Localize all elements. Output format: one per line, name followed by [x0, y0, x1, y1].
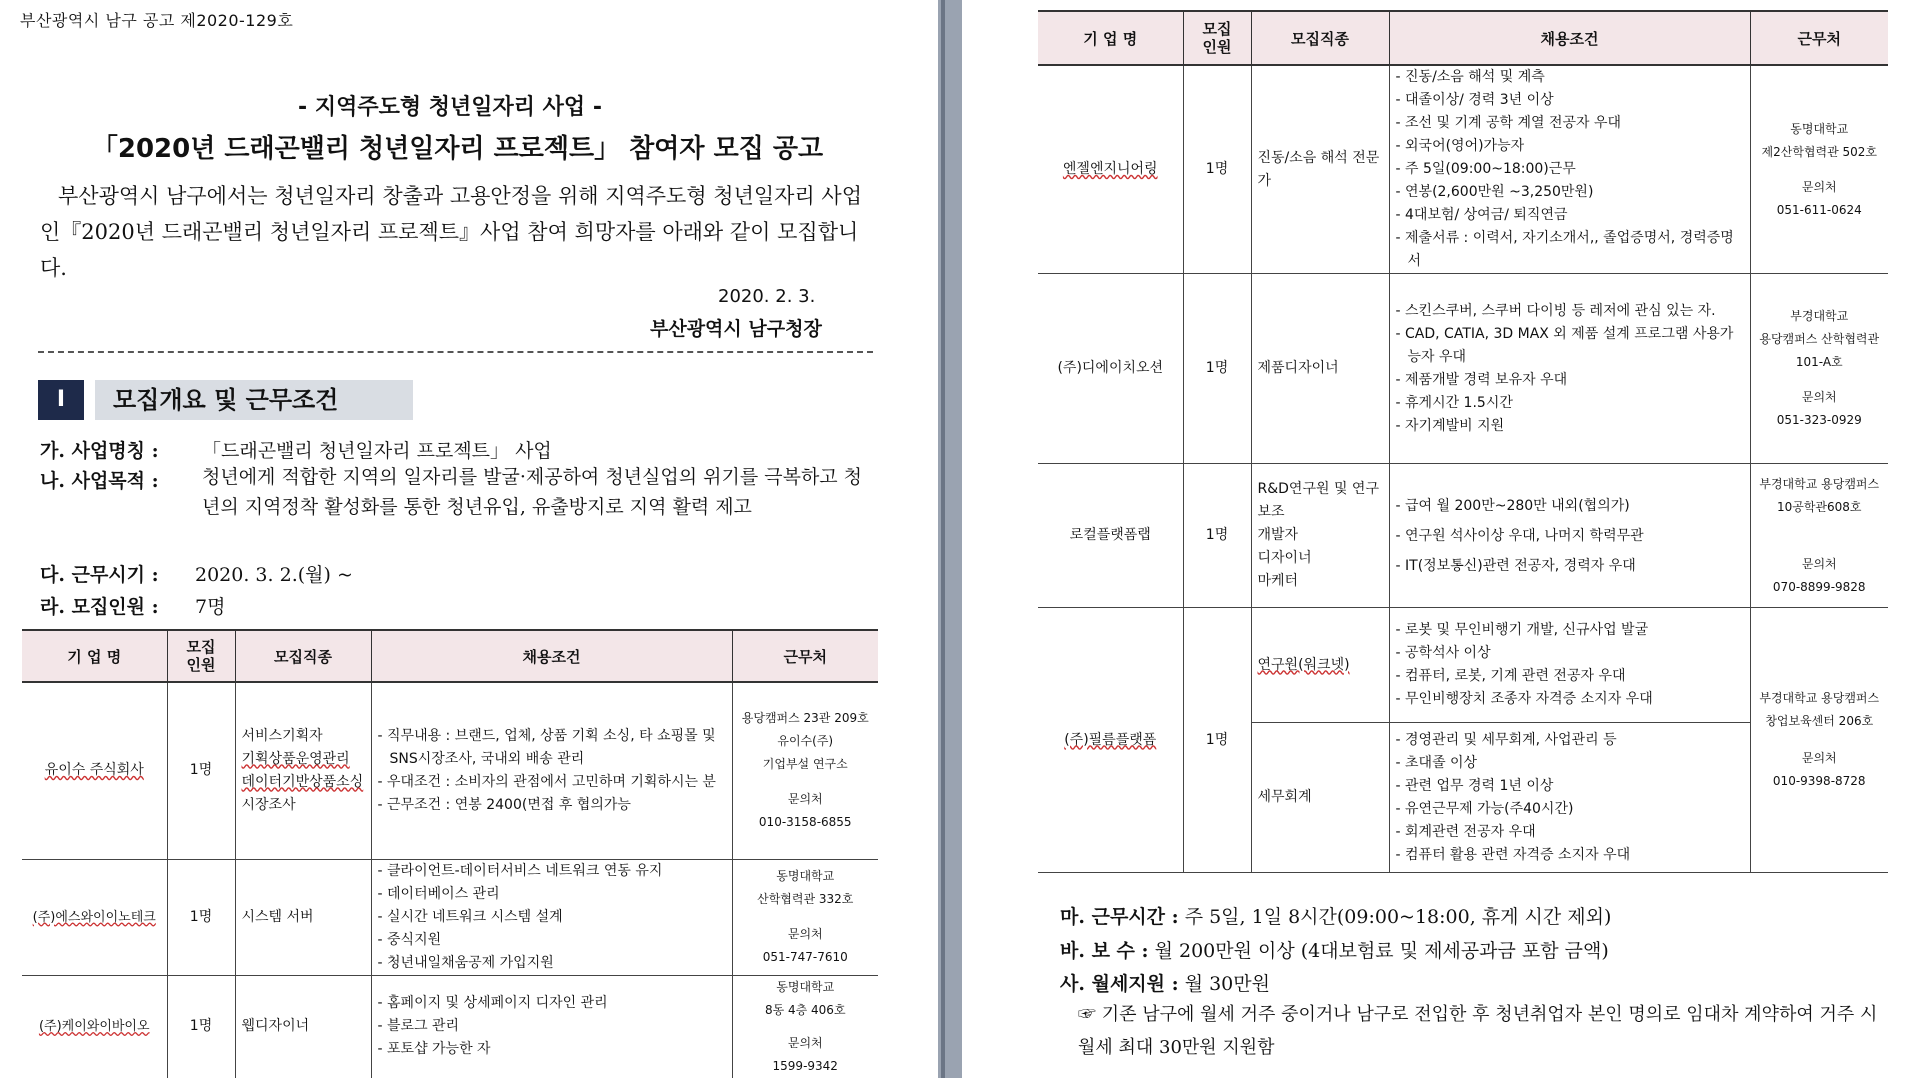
table-row: [22, 682, 878, 859]
hiring-conditions: - 홈페이지 및 상세페이지 디자인 관리 - 블로그 관리 - 포토샵 가능한 자: [371, 975, 732, 1078]
col-header-conditions: 채용조건: [371, 630, 732, 682]
col-header-count: 모집 인원: [167, 630, 235, 682]
info-item: 사. 월세지원 : 월 30만원: [1060, 973, 1270, 995]
hiring-conditions: - 경영관리 및 세무회계, 사업관리 등 - 초대졸 이상 - 관련 업무 경력 1년 이상 - 유연근무제 가능(주40시간) - 회계관련 전공자 우대 - 컴퓨터 활용 관련 자격증 소지자 우대: [1389, 723, 1750, 873]
hire-count: 1명: [1183, 608, 1251, 873]
col-header-role: 모집직종: [1251, 11, 1389, 65]
col-header-role: 모집직종: [235, 630, 371, 682]
col-header-count: 모집 인원: [1183, 11, 1251, 65]
job-roles: 서비스기획자 기획상품운영관리 데이터기반상품소싱 시장조사: [235, 682, 371, 859]
hire-count: 1명: [167, 975, 235, 1078]
col-header-company: 기 업 명: [1038, 11, 1183, 65]
info-item: 다. 근무시기 : 2020. 3. 2.(월) ~: [40, 564, 353, 586]
workplace: 동명대학교 8동 4층 406호 문의처 1599-9342: [732, 975, 878, 1078]
workplace: 동명대학교 제2산학협력관 502호 문의처 051-611-0624: [1750, 65, 1888, 274]
section-title: 모집개요 및 근무조건: [95, 380, 413, 420]
hire-count: 1명: [1183, 464, 1251, 608]
job-roles: 웹디자이너: [235, 975, 371, 1078]
info-item: 마. 근무시간 : 주 5일, 1일 8시간(09:00~18:00, 휴게 시간 제외): [1060, 906, 1612, 928]
job-roles: R&D연구원 및 연구보조 개발자 디자이너 마케터: [1251, 464, 1389, 608]
document-page-right: [962, 0, 1913, 1078]
issuing-organization: 부산광역시 남구청장: [650, 318, 822, 340]
job-roles: 시스템 서버: [235, 859, 371, 975]
rent-support-note: ☞ 기존 남구에 월세 거주 중이거나 남구로 전입한 후 청년취업자 본인 명의로 임대차 계약하여 거주 시 월세 최대 30만원 지원함: [1078, 1004, 1878, 1058]
info-item: 가. 사업명칭 : 「드래곤밸리 청년일자리 프로젝트」 사업: [40, 440, 552, 462]
job-role: 연구원(워크넷): [1251, 608, 1389, 723]
job-roles: 진동/소음 해석 전문가: [1251, 65, 1389, 274]
hiring-conditions: - 진동/소음 해석 및 계측 - 대졸이상/ 경력 3년 이상 - 조선 및 기계 공학 계열 전공자 우대 - 외국어(영어)가능자 - 주 5일(09:00~18:00)근무 - 연봉(2,600만원 ~3,250만원) - 4대보험/ 상여금/ 퇴직연금 - 제출서류 : 이력서, 자기소개서,, 졸업증명서, 경력증명서: [1389, 65, 1750, 274]
hire-count: 1명: [1183, 274, 1251, 464]
document-page-left: [0, 0, 938, 1078]
col-header-workplace: 근무처: [1750, 11, 1888, 65]
info-item: 바. 보 수 : 월 200만원 이상 (4대보험료 및 제세공과금 포함 금액): [1060, 940, 1609, 962]
company-name: (주)디에이치오션: [1038, 274, 1183, 464]
company-name: (주)에스와이이노테크: [22, 859, 167, 975]
workplace: 부경대학교 용당캠퍼스 창업보육센터 206호 문의처 010-9398-8728: [1750, 608, 1888, 873]
page-gap: [938, 0, 962, 1078]
workplace: 용당캠퍼스 23관 209호 유이수(주) 기업부설 연구소 문의처 010-3158-6855: [732, 682, 878, 859]
col-header-conditions: 채용조건: [1389, 11, 1750, 65]
company-name: (주)케이와이바이오: [22, 975, 167, 1078]
hiring-conditions: - 클라이언트-데이터서비스 네트워크 연동 유지 - 데이터베이스 관리 - 실시간 네트워크 시스템 설계 - 중식지원 - 청년내일채움공제 가입지원: [371, 859, 732, 975]
company-name: 로컬플랫폼랩: [1038, 464, 1183, 608]
hire-count: 1명: [1183, 65, 1251, 274]
col-header-company: 기 업 명: [22, 630, 167, 682]
col-header-workplace: 근무처: [732, 630, 878, 682]
document-title: 「2020년 드래곤밸리 청년일자리 프로젝트」 참여자 모집 공고: [91, 134, 824, 164]
jobs-table-left: [22, 629, 878, 1078]
info-item: 라. 모집인원 : 7명: [40, 596, 226, 618]
table-row: [1038, 608, 1888, 723]
jobs-table-right: [1038, 10, 1888, 873]
table-row: [22, 859, 878, 975]
notice-date: 2020. 2. 3.: [718, 286, 816, 307]
company-name: 엔젤엔지니어링: [1038, 65, 1183, 274]
hiring-conditions: - 스킨스쿠버, 스쿠버 다이빙 등 레저에 관심 있는 자. - CAD, CATIA, 3D MAX 외 제품 설계 프로그램 사용가능자 우대 - 제품개발 경력 보유자 우대 - 휴게시간 1.5시간 - 자기계발비 지원: [1389, 274, 1750, 464]
table-row: [1038, 65, 1888, 274]
hiring-conditions: - 로봇 및 무인비행기 개발, 신규사업 발굴 - 공학석사 이상 - 컴퓨터, 로봇, 기계 관련 전공자 우대 - 무인비행장치 조종자 자격증 소지자 우대: [1389, 608, 1750, 723]
hiring-conditions: - 직무내용 : 브랜드, 업체, 상품 기획 소싱, 타 쇼핑몰 및 SNS시장조사, 국내외 배송 관리 - 우대조건 : 소비자의 관점에서 고민하며 기획하시는 분 - 근무조건 : 연봉 2400(면접 후 협의가능: [371, 682, 732, 859]
document-subtitle: - 지역주도형 청년일자리 사업 -: [298, 95, 602, 120]
table-row: [1038, 464, 1888, 608]
hire-count: 1명: [167, 859, 235, 975]
intro-paragraph: 부산광역시 남구에서는 청년일자리 창출과 고용안정을 위해 지역주도형 청년일자리 사업인『2020년 드래곤밸리 청년일자리 프로젝트』사업 참여 희망자를 아래와 같이 모집합니다.: [40, 184, 862, 280]
workplace: 동명대학교 산학협력관 332호 문의처 051-747-7610: [732, 859, 878, 975]
table-row: [1038, 274, 1888, 464]
job-role: 세무회계: [1251, 723, 1389, 873]
hire-count: 1명: [167, 682, 235, 859]
company-name: (주)필름플랫폼: [1038, 608, 1183, 873]
job-roles: 제품디자이너: [1251, 274, 1389, 464]
workplace: 부경대학교 용당캠퍼스 10공학관608호 문의처 070-8899-9828: [1750, 464, 1888, 608]
company-name: 유이수 주식회사: [22, 682, 167, 859]
info-item-value: 청년에게 적합한 지역의 일자리를 발굴·제공하여 청년실업의 위기를 극복하고 청년의 지역정착 활성화를 통한 청년유입, 유출방지로 지역 활력 제고: [202, 466, 863, 518]
table-row: [22, 975, 878, 1078]
section-number: I: [38, 380, 84, 420]
notice-number: 부산광역시 남구 공고 제2020-129호: [20, 11, 294, 30]
dashed-divider: [38, 351, 873, 353]
workplace: 부경대학교 용당캠퍼스 산학협력관 101-A호 문의처 051-323-0929: [1750, 274, 1888, 464]
hiring-conditions: - 급여 월 200만~280만 내외(협의가) - 연구원 석사이상 우대, 나머지 학력무관 - IT(정보통신)관련 전공자, 경력자 우대: [1389, 464, 1750, 608]
info-item: 나. 사업목적 :: [40, 470, 159, 492]
